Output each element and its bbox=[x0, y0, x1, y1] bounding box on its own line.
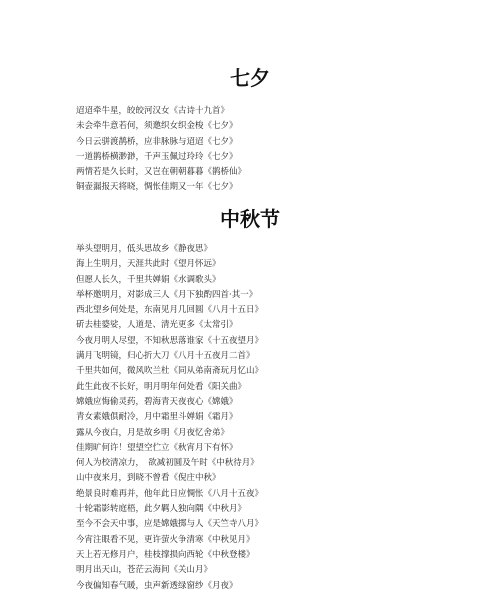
poem-line: 迢迢牵牛星，皎皎河汉女《古诗十九首》 bbox=[76, 106, 230, 116]
poem-line: 今夜月明人尽望，不知秋思落谁家《十五夜望月》 bbox=[76, 335, 264, 346]
poem-line: 今夜偏知春气暖，虫声新透绿窗纱《月夜》 bbox=[76, 580, 238, 591]
poem-list-zhongqiu bbox=[76, 242, 476, 594]
poem-line: 今日云骈渡鹊桥，应非脉脉与迢迢《七夕》 bbox=[76, 136, 238, 147]
poem-line: 绝景良时难再并，他年此日应惆怅《八月十五夜》 bbox=[76, 488, 264, 499]
poem-line: 铜壶漏报天将晓，惆怅佳期又一年《七夕》 bbox=[76, 182, 238, 193]
poem-line: 举杯邀明月，对影成三人《月下独酌四首·其一》 bbox=[76, 289, 258, 300]
poem-list-qixi bbox=[76, 104, 476, 196]
section-title-zhongqiu: 中秋节 bbox=[220, 207, 280, 231]
poem-line: 举头望明月，低头思故乡《静夜思》 bbox=[76, 244, 213, 254]
poem-line: 十轮霜影转庭梧，此夕羁人独向隅《中秋月》 bbox=[76, 504, 247, 515]
poem-line: 西北望乡何处是，东南见月几回圆《八月十五日》 bbox=[76, 305, 264, 316]
poem-line: 天上若无修月户，桂枝撑损向西轮《中秋登楼》 bbox=[76, 549, 255, 560]
poem-line: 一道鹊桥横渺渺，千声玉佩过玲玲《七夕》 bbox=[76, 151, 238, 162]
poem-line: 未会牵牛意若何，须邀织女织金梭《七夕》 bbox=[76, 121, 238, 132]
poem-line: 佳期旷何许！望望空伫立《秋宵月下有怀》 bbox=[76, 442, 238, 453]
poem-line: 山中夜来月，到晓不曾看《倪庄中秋》 bbox=[76, 473, 221, 484]
poem-line: 两情若是久长时，又岂在朝朝暮暮《鹊桥仙》 bbox=[76, 167, 247, 178]
poem-line: 但愿人长久，千里共婵娟《水调歌头》 bbox=[76, 274, 221, 285]
poem-line: 斫去桂婆娑，人道是、清光更多《太常引》 bbox=[76, 320, 238, 331]
poem-line: 千里共如何，微风吹兰杜《同从弟南斋玩月忆山》 bbox=[76, 366, 264, 377]
poem-line: 青女素娥俱耐冷，月中霜里斗婵娟《霜月》 bbox=[76, 412, 238, 423]
poem-line: 今宵注眼看不见，更许萤火争清寒《中秋见月》 bbox=[76, 534, 255, 545]
poem-line: 此生此夜不长好，明月明年何处看《阳关曲》 bbox=[76, 381, 247, 392]
poem-line: 嫦娥应悔偷灵药，碧海青天夜夜心《嫦娥》 bbox=[76, 396, 238, 407]
poem-line: 何人为校清凉力， 欲减初圆及午时《中秋待月》 bbox=[76, 458, 259, 469]
section-title-qixi: 七夕 bbox=[230, 66, 270, 90]
poem-line: 露从今夜白，月是故乡明《月夜忆舍弟》 bbox=[76, 427, 230, 438]
poem-line: 满月飞明镜，归心折大刀《八月十五夜月二首》 bbox=[76, 351, 255, 362]
poem-line: 海上生明月，天涯共此时《望月怀远》 bbox=[76, 259, 221, 270]
poem-line: 明月出天山，苍茫云海间《关山月》 bbox=[76, 565, 213, 576]
poem-line: 至今不会天中事，应是嫦娥掷与人《天竺寺八月》 bbox=[76, 519, 264, 530]
